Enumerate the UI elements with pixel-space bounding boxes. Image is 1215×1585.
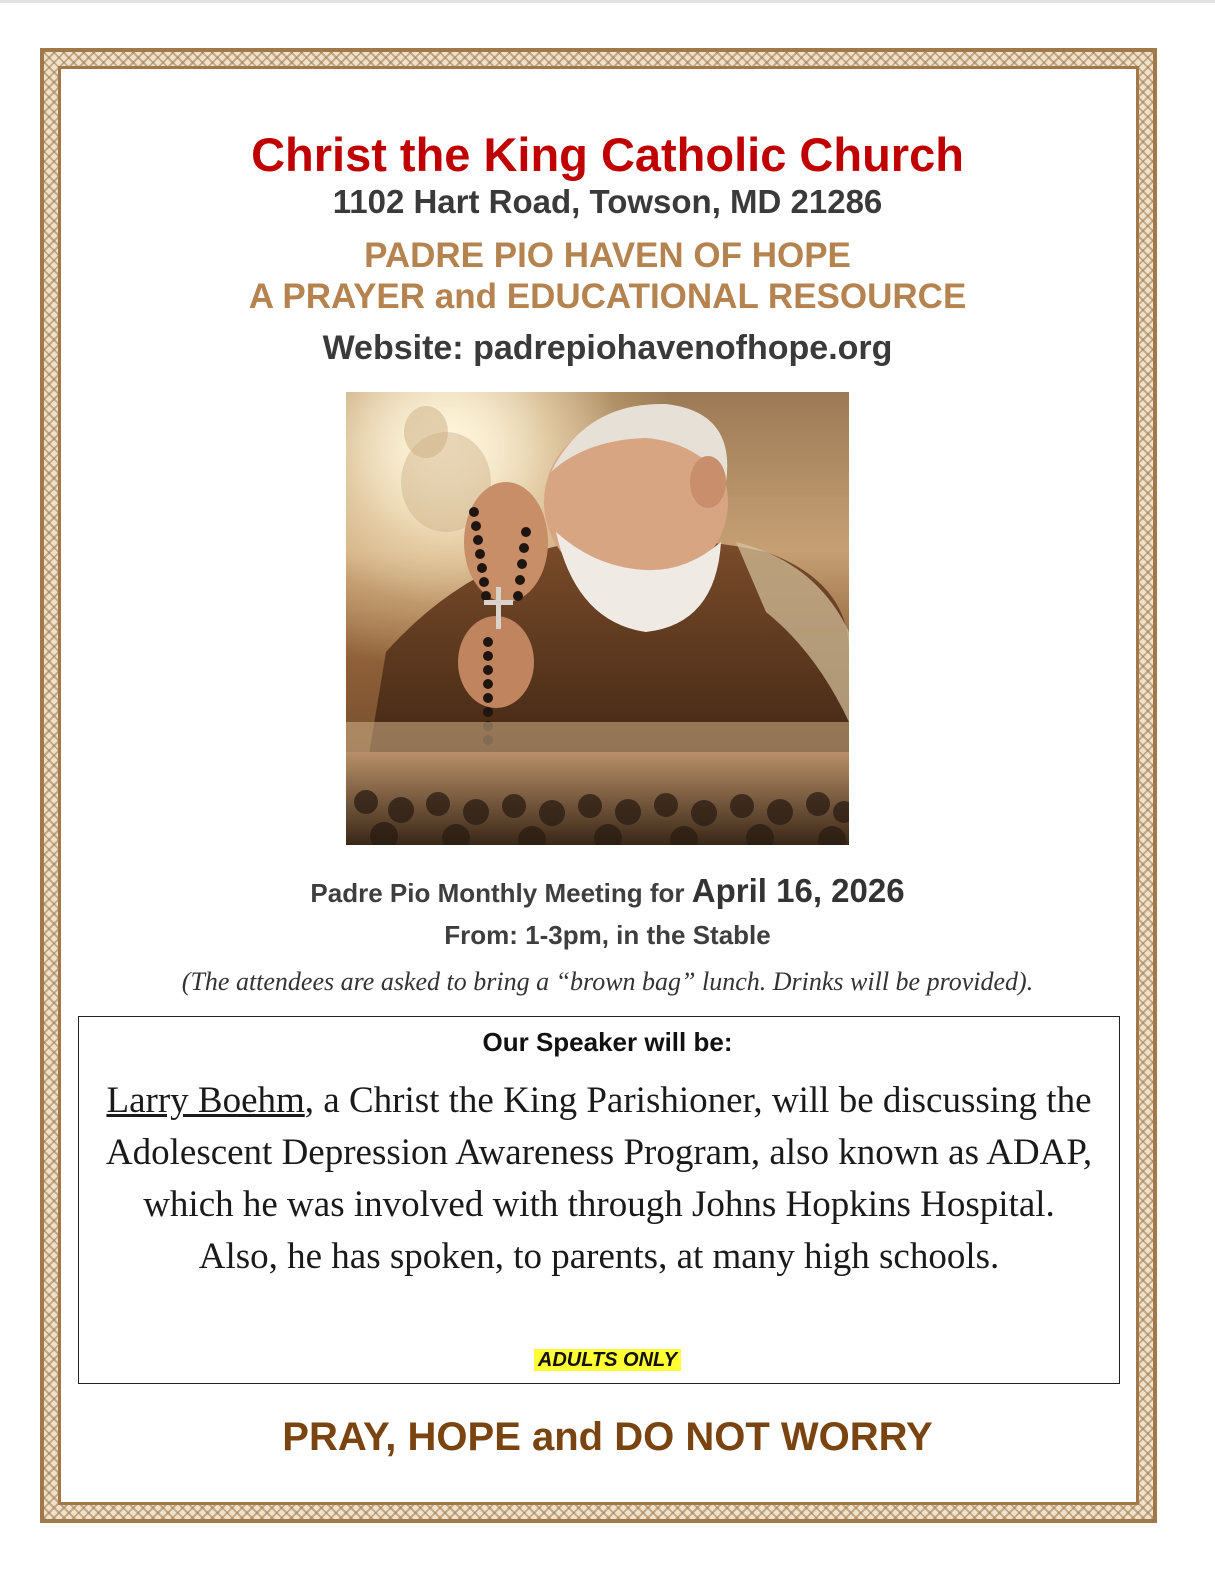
motto: PRAY, HOPE and DO NOT WORRY: [282, 1415, 933, 1459]
speaker-description: [90, 1075, 1108, 1283]
lunch-note: (The attendees are asked to bring a “brown bag” lunch. Drinks will be provided).: [181, 967, 1034, 996]
audience-line: [0, 1349, 1215, 1372]
church-address: 1102 Hart Road, Towson, MD 21286: [332, 183, 883, 220]
padre-pio-image: [346, 392, 849, 845]
meeting-date: April 16, 2026: [691, 872, 905, 909]
page-top-line: [0, 0, 1215, 3]
ministry-title: PADRE PIO HAVEN OF HOPE: [364, 236, 851, 275]
speaker-heading: Our Speaker will be:: [482, 1027, 733, 1057]
meeting-line: [0, 872, 1215, 910]
speaker-bio-extra: Also, he has spoken, to parents, at many high schools.: [198, 1236, 1000, 1277]
speaker-name: Larry Boehm: [106, 1080, 305, 1121]
padre-pio-illustration: [346, 392, 849, 845]
ministry-subtitle: A PRAYER and EDUCATIONAL RESOURCE: [248, 277, 967, 316]
website-line: Website: padrepiohavenofhope.org: [322, 329, 893, 367]
meeting-time: From: 1-3pm, in the Stable: [444, 920, 771, 950]
speaker-bio: , a Christ the King Parishioner, will be discussing the Adolescent Depression Awareness Program, also known as ADAP, which he was involved with through Johns Hopkins Hospital.: [105, 1080, 1093, 1225]
church-name: Christ the King Catholic Church: [251, 128, 964, 181]
meeting-title: Padre Pio Monthly Meeting for: [310, 878, 692, 908]
adults-only-badge: ADULTS ONLY: [534, 1349, 681, 1371]
